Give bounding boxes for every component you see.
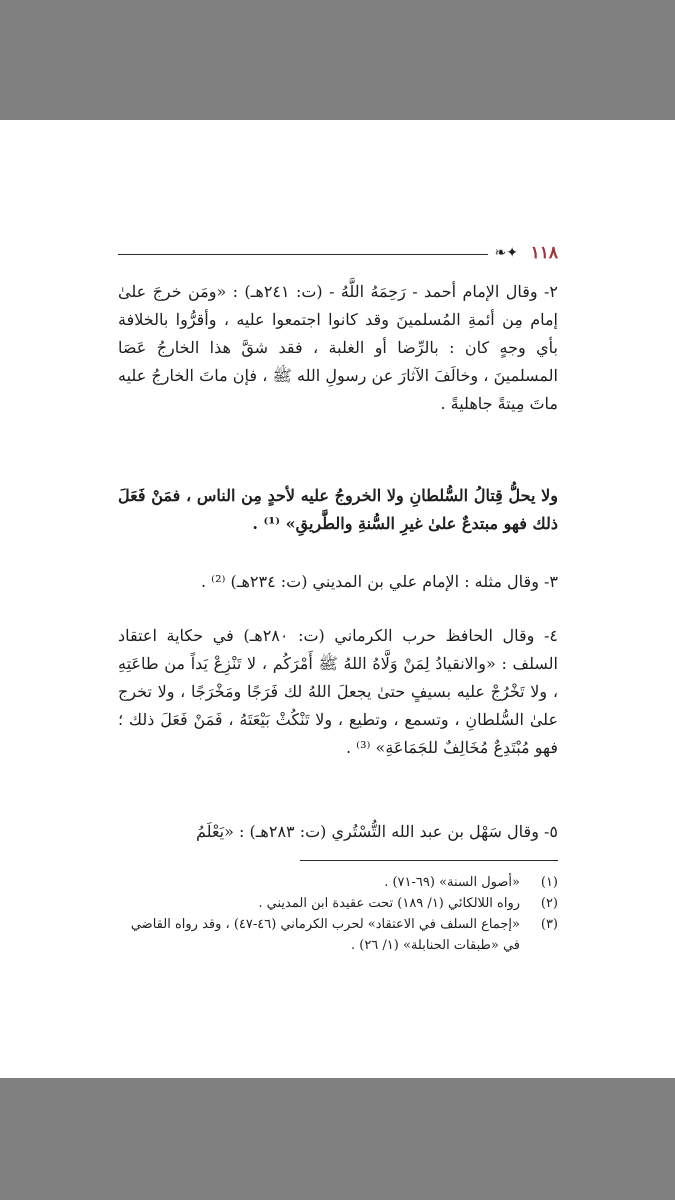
paragraph-sahl-al-tustari: ٥- وقال سَهْل بن عبد الله التُّسْتُري (ت: ٢٨٣هـ) : «يَعْلَمُ — [196, 822, 558, 841]
paragraph-imam-ahmad: ٢- وقال الإمام أحمد - رَحِمَهُ اللَّهُ - (ت: ٢٤١هـ) : «ومَن خرجَ علىٰ إمام مِن أئمةِ المُسلمينَ وقد كانوا اجتمعوا عليه ، وأقرُّوا بالخلافة بأي وجهٍ كان : بالرِّضا أو الغلبة ، فقد شقَّ هذا الخارجُ عَصَا المسلمينَ ، وخالَفَ الآثارَ عن رسولِ الله ﷺ ، فإن ماتَ الخارجُ عليه ماتَ مِيتةً جاهليةً . — [118, 282, 559, 413]
book-page — [0, 120, 675, 1078]
paragraph-ibn-al-madini: ٣- وقال مثله : الإمام علي بن المديني (ت: ٢٣٤هـ) ⁽²⁾ . — [200, 572, 558, 591]
paragraph-harb-al-kirmani: ٤- وقال الحافظ حرب الكرماني (ت: ٢٨٠هـ) في حكاية اعتقاد السلف : «والانقيادُ لِمَنْ وَلَّاهُ اللهُ ﷺ أَمْرَكُم ، لا تَنْزِعْ يَداً من طاعَتِهِ ، ولا تَخْرُجْ عليه بسيفٍ حتىٰ يجعلَ اللهُ لك فَرَجًا ومَخْرَجًا ، ولا تخرج علىٰ السُّلطانِ ، وتسمع ، وتطيع ، ولا تَنْكُثْ بَيْعَتَهُ ، فَمَنْ فَعَلَ ذلك ؛ فهو مُبْتَدِعٌ مُخَالِفٌ للجَمَاعَةِ» ⁽³⁾ . — [118, 626, 559, 757]
footnote-item — [118, 914, 558, 956]
footnote-item — [118, 872, 558, 893]
footnote-number: (٢) — [540, 896, 558, 911]
footnote-text: «أصول السنة» (٦٩-٧١) . — [384, 875, 520, 890]
footnote-text: «إجماع السلف في الاعتقاد» لحرب الكرماني (٤٦-٤٧) ، وقد رواه القاضي في «طبقات الحنابلة» (١/ ٢٦) . — [130, 917, 520, 953]
footnotes — [118, 872, 558, 956]
page-number: ١١٨ — [530, 243, 558, 263]
footnote-number: (١) — [540, 875, 558, 890]
footnote-text: رواه اللالكائي (١/ ١٨٩) تحت عقيدة ابن المديني . — [258, 896, 520, 911]
footnote-item — [118, 893, 558, 914]
paragraph-bold-quote: ولا يحلُّ قِتالُ السُّلطانِ ولا الخروجُ عليه لأحدٍ مِن الناس ، فمَنْ فَعَلَ ذلك فهو مبتدعٌ علىٰ غيرِ السُّنةِ والطَّريقِ» ⁽¹⁾ . — [118, 486, 558, 533]
page-header — [118, 242, 558, 264]
footnote-number: (٣) — [540, 917, 558, 932]
footnote-rule — [300, 860, 558, 861]
ornament-icon: ❧✦ — [494, 245, 518, 261]
header-rule — [118, 254, 488, 255]
